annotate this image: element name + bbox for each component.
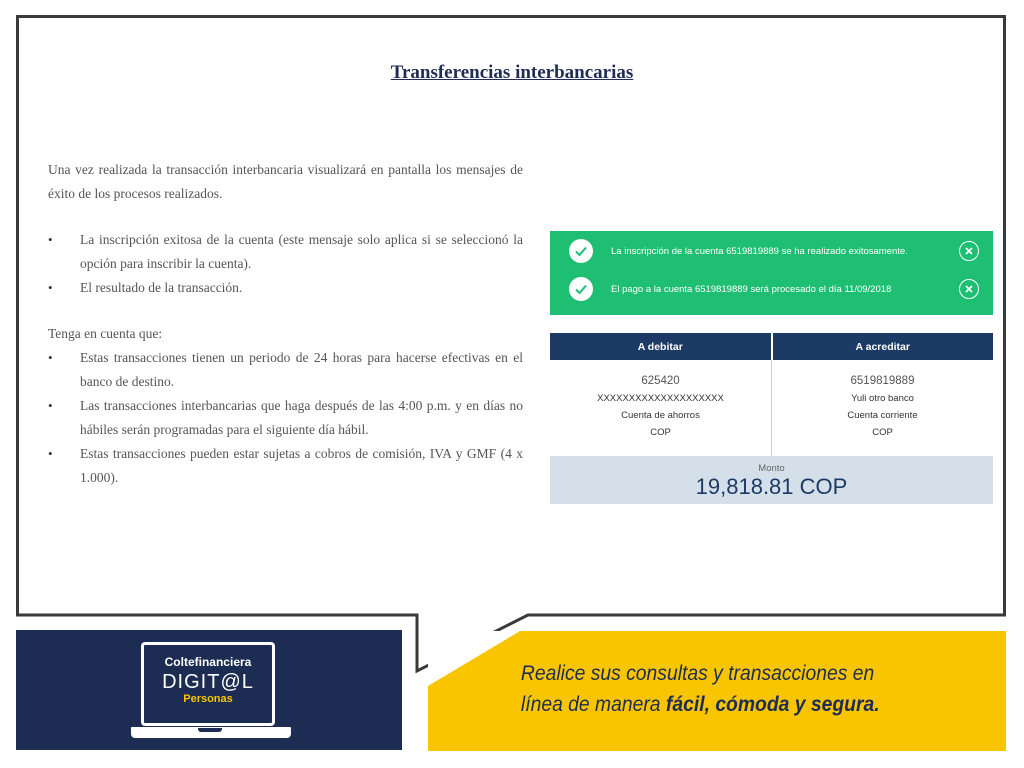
list-item: • La inscripción exitosa de la cuenta (este mensaje solo aplica si se seleccionó la opción para inscribir la cuenta). xyxy=(48,228,523,276)
amount-panel xyxy=(550,456,993,504)
credit-account-holder: Yuli otro banco xyxy=(851,393,914,404)
page-title: Transferencias interbancarias xyxy=(390,62,634,83)
logo-digital: DIGIT@L xyxy=(162,671,254,693)
success-message-text: El pago a la cuenta 6519819889 será procesado el día 11/09/2018 xyxy=(611,283,892,295)
bullet-icon: • xyxy=(48,232,53,247)
check-circle-icon xyxy=(569,239,593,263)
success-message xyxy=(550,232,993,270)
amount-value: 19,818.81 COP xyxy=(695,474,848,499)
intro-paragraph: Una vez realizada la transacción interbancaria visualizará en pantalla los mensajes de éxito de los procesos realizados. xyxy=(48,162,523,201)
slogan-emphasis: fácil, cómoda y segura. xyxy=(665,693,880,716)
success-message xyxy=(550,270,993,308)
debit-account-type: Cuenta de ahorros xyxy=(621,410,700,421)
close-circle-icon[interactable] xyxy=(959,241,979,261)
close-circle-icon[interactable] xyxy=(959,279,979,299)
debit-currency: COP xyxy=(650,427,671,438)
success-message-text: La inscripción de la cuenta 6519819889 se ha realizado exitosamente. xyxy=(611,245,908,257)
debit-column-header: A debitar xyxy=(550,333,771,360)
table-row xyxy=(550,360,993,456)
list-item: • Estas transacciones tienen un periodo de 24 horas para hacerse efectivas en el banco de destino. xyxy=(48,346,523,394)
credit-currency: COP xyxy=(872,427,893,438)
credit-account-type: Cuenta corriente xyxy=(847,410,918,421)
list-item: • Estas transacciones pueden estar sujetas a cobros de comisión, IVA y GMF (4 x 1.000). xyxy=(48,442,523,490)
result-list xyxy=(48,228,523,300)
slogan-line-1: Realice sus consultas y transacciones en xyxy=(520,662,875,685)
bullet-icon: • xyxy=(48,398,53,413)
transaction-table xyxy=(550,333,993,504)
laptop-icon xyxy=(141,642,275,726)
bullet-icon: • xyxy=(48,280,53,295)
credit-account-number: 6519819889 xyxy=(850,375,915,387)
check-circle-icon xyxy=(569,277,593,301)
credit-column-header: A acreditar xyxy=(773,333,994,360)
debit-account-number: 625420 xyxy=(641,375,680,387)
logo-brand: Coltefinanciera xyxy=(164,655,252,669)
success-alert xyxy=(550,231,993,315)
list-item: • Las transacciones interbancarias que haga después de las 4:00 p.m. y en días no hábiles serán programadas para el siguiente día hábil. xyxy=(48,394,523,442)
laptop-notch xyxy=(198,728,222,732)
body-text xyxy=(48,158,523,512)
credit-cell xyxy=(772,360,993,456)
amount-label: Monto xyxy=(758,463,785,474)
debit-account-holder: XXXXXXXXXXXXXXXXXXXX xyxy=(597,393,724,404)
debit-cell xyxy=(550,360,771,456)
slogan-line-2: línea de manera fácil, cómoda y segura. xyxy=(520,693,880,716)
notes-list xyxy=(48,346,523,490)
slogan xyxy=(428,658,960,720)
list-item: • El resultado de la transacción. xyxy=(48,276,523,300)
note-heading: Tenga en cuenta que: xyxy=(48,326,163,341)
bullet-icon: • xyxy=(48,350,53,365)
logo-personas: Personas xyxy=(183,693,233,705)
table-header xyxy=(550,333,993,360)
bullet-icon: • xyxy=(48,446,53,461)
